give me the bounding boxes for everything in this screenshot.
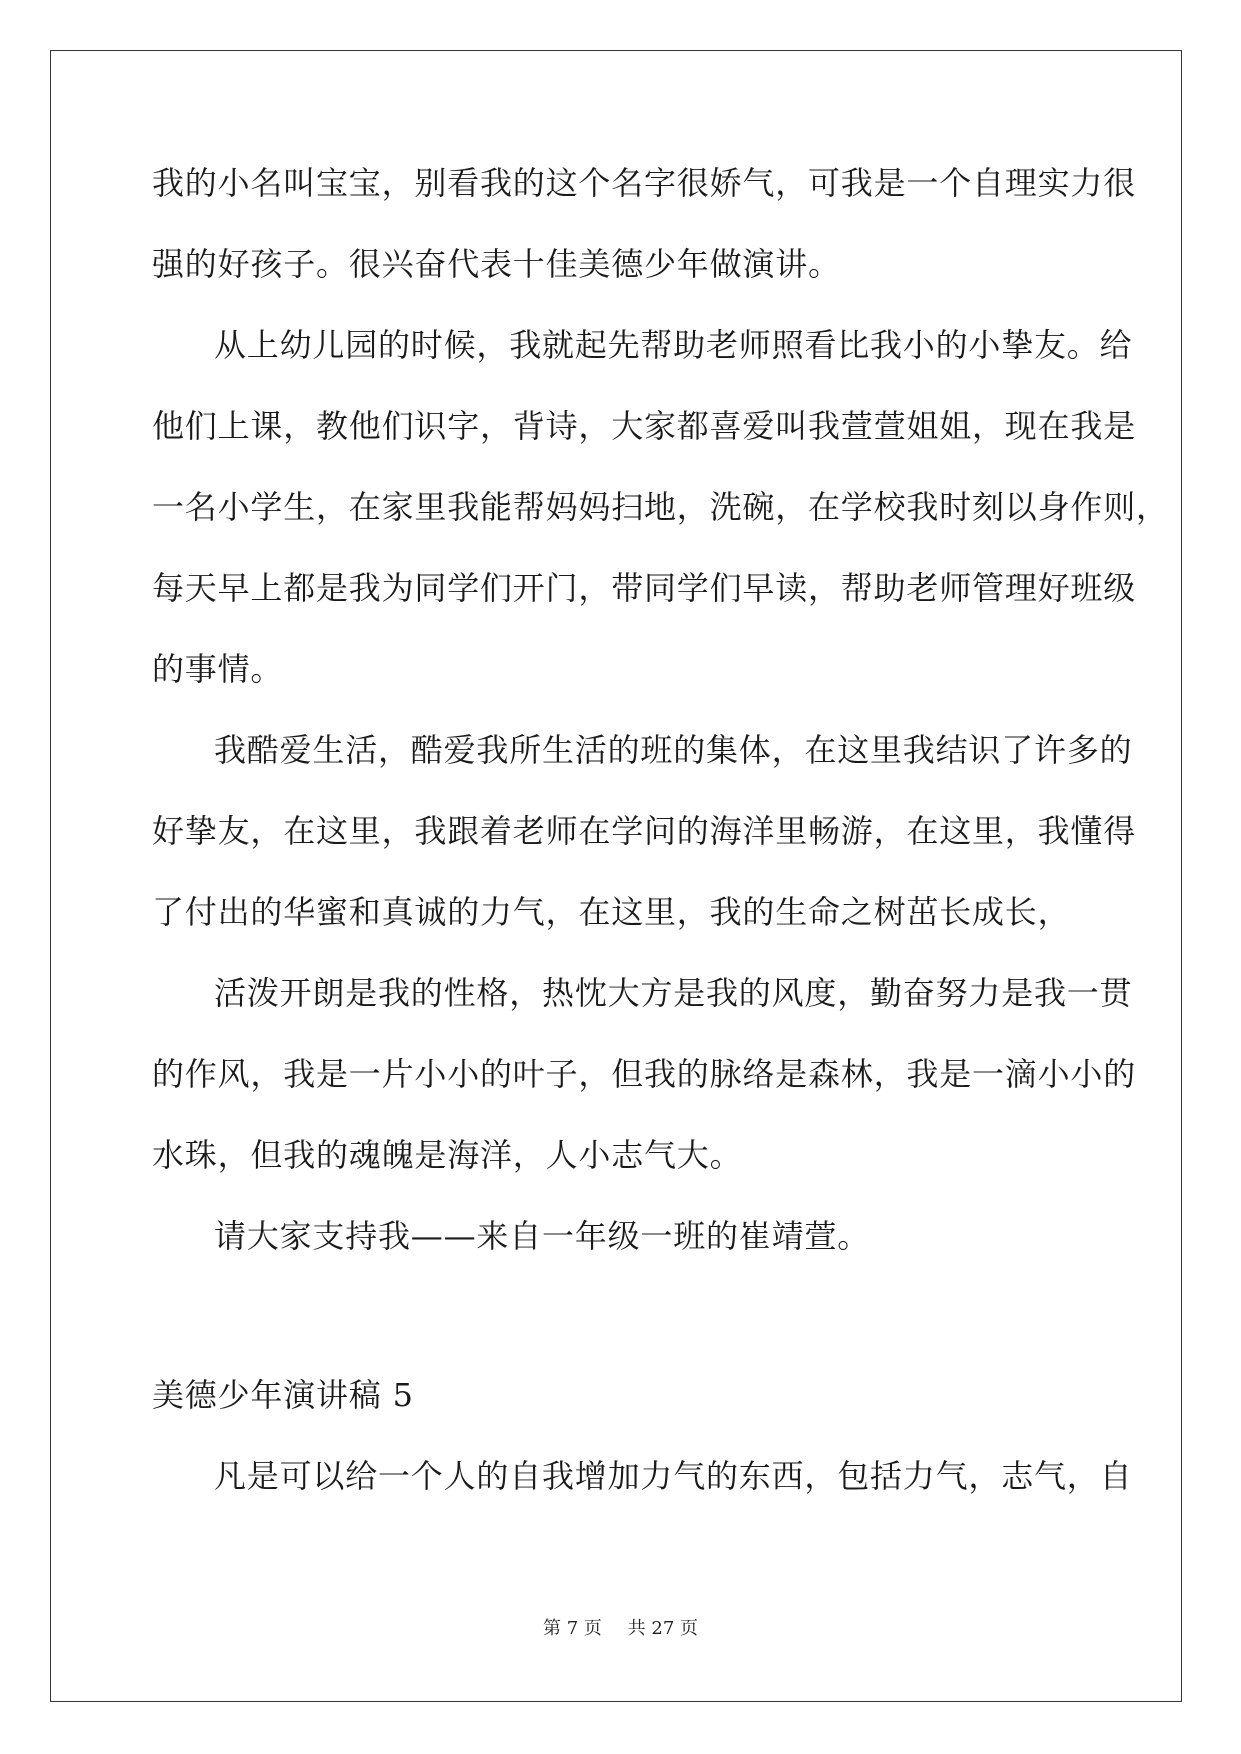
paragraph-5-line-1: 请大家支持我——来自一年级一班的崔靖萱。 <box>214 1217 871 1255</box>
paragraph-2-line-1: 从上幼儿园的时候，我就起先帮助老师照看比我小的小挚友。给 <box>214 326 1133 364</box>
page-number-total: 共 27 页 <box>627 1618 698 1639</box>
paragraph-1-line-1: 我的小名叫宝宝，别看我的这个名字很娇气，可我是一个自理实力很 <box>152 164 1137 202</box>
section-title: 美德少年演讲稿 5 <box>152 1376 414 1414</box>
paragraph-4-line-3: 水珠，但我的魂魄是海洋，人小志气大。 <box>152 1136 743 1174</box>
paragraph-6-line-1: 凡是可以给一个人的自我增加力气的东西，包括力气，志气，自 <box>214 1457 1133 1495</box>
page-number-current: 第 7 页 <box>543 1618 602 1639</box>
paragraph-2-line-2: 他们上课，教他们识字，背诗，大家都喜爱叫我萱萱姐姐，现在我是 <box>152 407 1137 445</box>
paragraph-1-line-2: 强的好孩子。很兴奋代表十佳美德少年做演讲。 <box>152 245 841 283</box>
paragraph-4-line-1: 活泼开朗是我的性格，热忱大方是我的风度，勤奋努力是我一贯 <box>214 974 1133 1012</box>
paragraph-3-line-3: 了付出的华蜜和真诚的力气，在这里，我的生命之树茁长成长， <box>152 893 1071 931</box>
paragraph-4-line-2: 的作风，我是一片小小的叶子，但我的脉络是森林，我是一滴小小的 <box>152 1055 1137 1093</box>
paragraph-2-line-4: 每天早上都是我为同学们开门，带同学们早读，帮助老师管理好班级 <box>152 569 1137 607</box>
page-footer <box>0 1614 1241 1640</box>
paragraph-3-line-2: 好挚友，在这里，我跟着老师在学问的海洋里畅游，在这里，我懂得 <box>152 812 1137 850</box>
page-border <box>50 50 1182 1702</box>
paragraph-2-line-5: 的事情。 <box>152 650 284 688</box>
paragraph-3-line-1: 我酷爱生活，酷爱我所生活的班的集体，在这里我结识了许多的 <box>214 731 1133 769</box>
paragraph-2-line-3: 一名小学生，在家里我能帮妈妈扫地，洗碗，在学校我时刻以身作则， <box>152 488 1169 526</box>
